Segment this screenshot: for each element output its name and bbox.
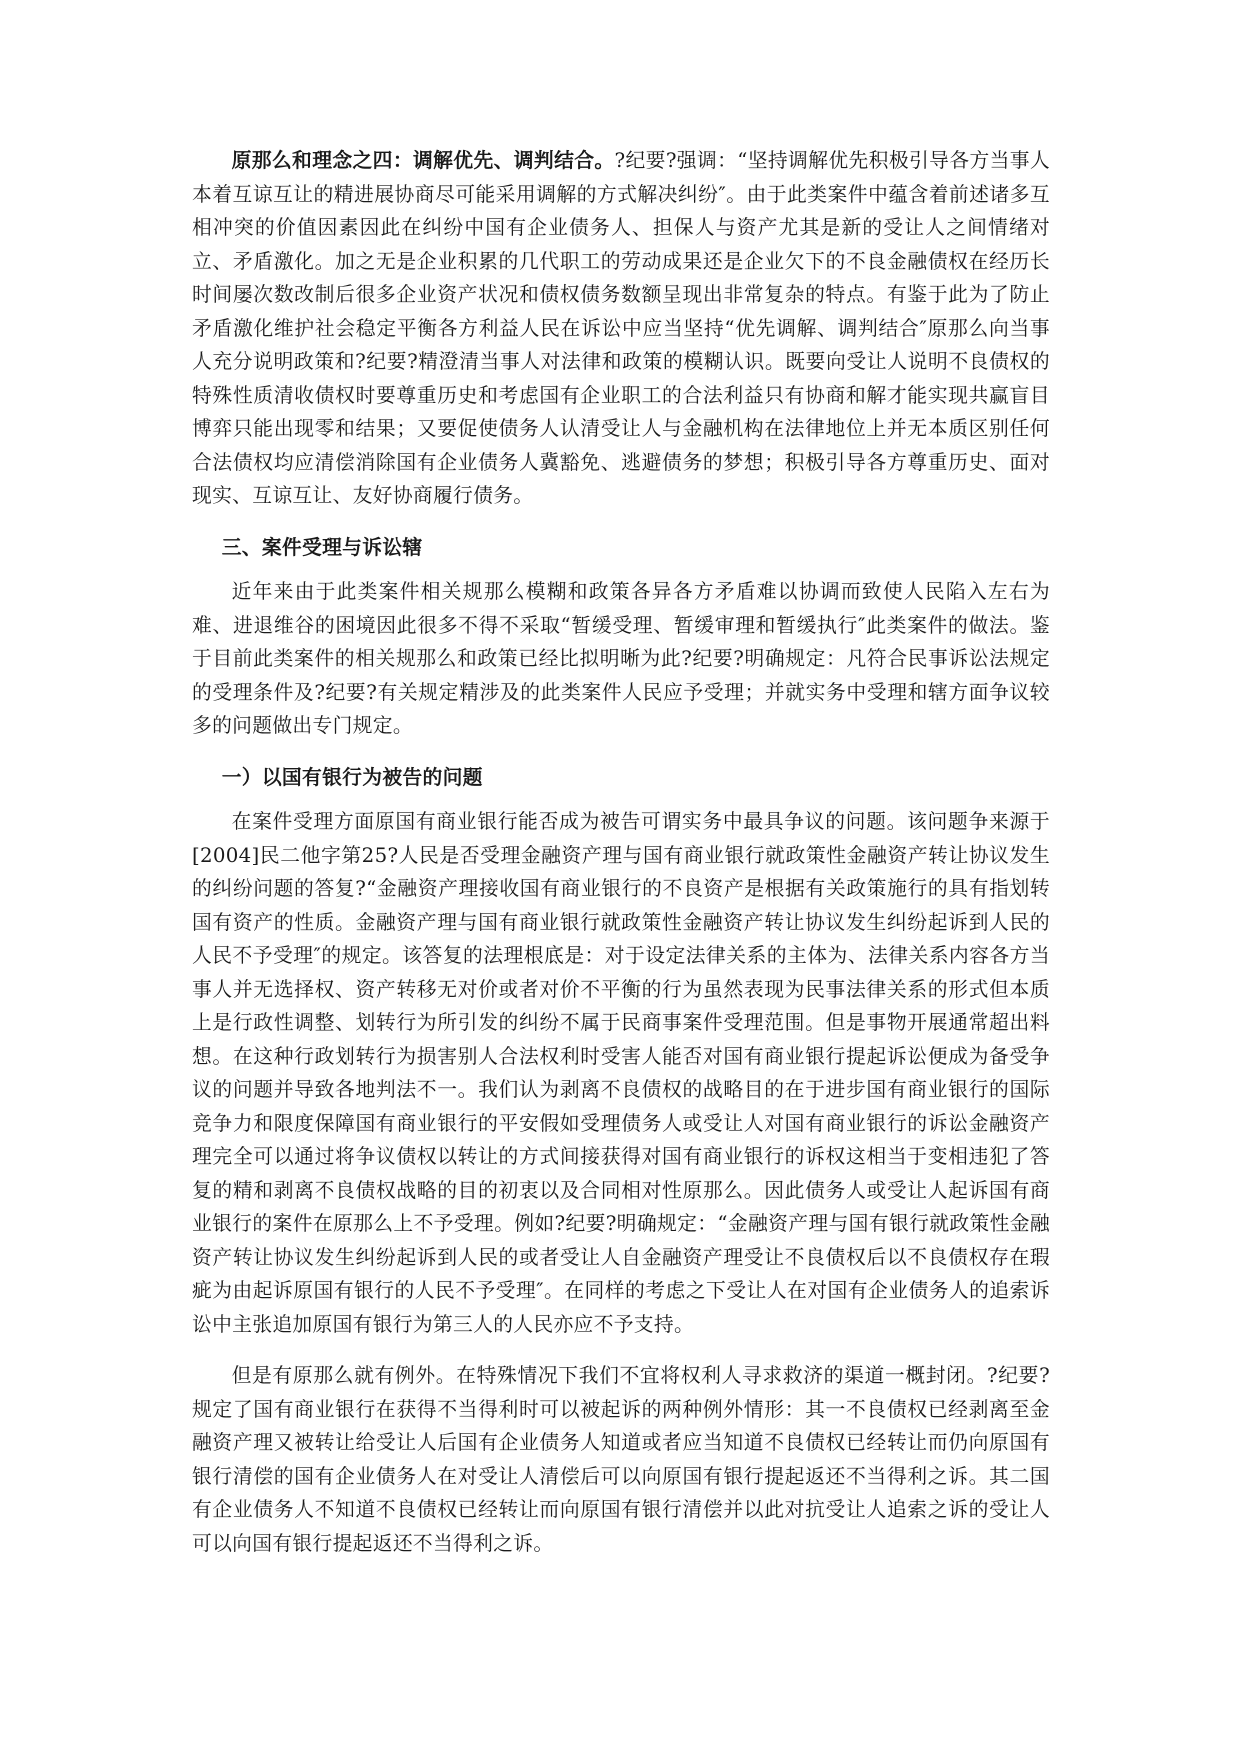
- principle-lead: 原那么和理念之四：调解优先、调判结合。: [231, 148, 615, 172]
- principle-body: ?纪要?强调：“坚持调解优先积极引导各方当事人本着互谅互让的精进展协商尽可能采用调解的方式解决纠纷″。由于此类案件中蕴含着前述诸多互相冲突的价值因素因此在纠纷中国有企业债务人、担保人与资产尤其是新的受让人之间情绪对立、矛盾激化。加之无是企业积累的几代职工的劳动成果还是企业欠下的不良金融债权在经历长时间屡次数改制后很多企业资产状况和债权债务数额呈现出非常复杂的特点。有鉴于此为了防止矛盾激化维护社会稳定平衡各方利益人民在诉讼中应当坚持“优先调解、调判结合″原那么向当事人充分说明政策和?纪要?精澄清当事人对法律和政策的模糊认识。既要向受让人说明不良债权的特殊性质清收债权时要尊重历史和考虑国有企业职工的合法利益只有协商和解才能实现共赢盲目博弈只能出现零和结果；又要促使债务人认清受让人与金融机构在法律地位上并无本质区别任何合法债权均应清偿消除国有企业债务人冀豁免、逃避债务的梦想；积极引导各方尊重历史、面对现实、互谅互让、友好协商履行债务。: [192, 149, 1050, 507]
- subsection-one-heading: 一）以国有银行为被告的问题: [221, 764, 483, 789]
- principle-paragraph: [192, 144, 1050, 513]
- subsection-one-paragraph-2: 但是有原那么就有例外。在特殊情况下我们不宜将权利人寻求救济的渠道一概封闭。?纪要?规定了国有商业银行在获得不当得利时可以被起诉的两种例外情形：其一不良债权已经剥离至金融资产理又被转让给受让人后国有企业债务人知道或者应当知道不良债权已经转让而仍向原国有银行清偿的国有企业债务人在对受让人清偿后可以向原国有银行提起返还不当得利之诉。其二国有企业债务人不知道不良债权已经转让而向原国有银行清偿并以此对抗受让人追索之诉的受让人可以向国有银行提起返还不当得利之诉。: [192, 1364, 1050, 1555]
- subsection-one-paragraph-1: 在案件受理方面原国有商业银行能否成为被告可谓实务中最具争议的问题。该问题争来源于[2004]民二他字第25?人民是否受理金融资产理与国有商业银行就政策性金融资产转让协议发生的纠纷问题的答复?“金融资产理接收国有商业银行的不良资产是根据有关政策施行的具有指划转国有资产的性质。金融资产理与国有商业银行就政策性金融资产转让协议发生纠纷起诉到人民的人民不予受理″的规定。该答复的法理根底是：对于设定法律关系的主体为、法律关系内容各方当事人并无选择权、资产转移无对价或者对价不平衡的行为虽然表现为民事法律关系的形式但本质上是行政性调整、划转行为所引发的纠纷不属于民商事案件受理范围。但是事物开展通常超出料想。在这种行政划转行为损害别人合法权利时受害人能否对国有商业银行提起诉讼便成为备受争议的问题并导致各地判法不一。我们认为剥离不良债权的战略目的在于进步国有商业银行的国际竞争力和限度保障国有商业银行的平安假如受理债务人或受让人对国有商业银行的诉讼金融资产理完全可以通过将争议债权以转让的方式间接获得对国有商业银行的诉权这相当于变相违犯了答复的精和剥离不良债权战略的目的初衷以及合同相对性原那么。因此债务人或受让人起诉国有商业银行的案件在原那么上不予受理。例如?纪要?明确规定：“金融资产理与国有银行就政策性金融资产转让协议发生纠纷起诉到人民的或者受让人自金融资产理受让不良债权后以不良债权存在瑕疵为由起诉原国有银行的人民不予受理″。在同样的考虑之下受让人在对国有企业债务人的追索诉讼中主张追加原国有银行为第三人的人民亦应不予支持。: [192, 810, 1050, 1336]
- section-three-paragraph: 近年来由于此类案件相关规那么模糊和政策各异各方矛盾难以协调而致使人民陷入左右为难、进退维谷的困境因此很多不得不采取“暂缓受理、暂缓审理和暂缓执行″此类案件的做法。鉴于目前此类案件的相关规那么和政策已经比拟明晰为此?纪要?明确规定：凡符合民事诉讼法规定的受理条件及?纪要?有关规定精涉及的此类案件人民应予受理；并就实务中受理和辖方面争议较多的问题做出专门规定。: [192, 580, 1050, 737]
- document-page: [192, 144, 1050, 1560]
- section-three-heading: 三、案件受理与诉讼辖: [221, 534, 423, 559]
